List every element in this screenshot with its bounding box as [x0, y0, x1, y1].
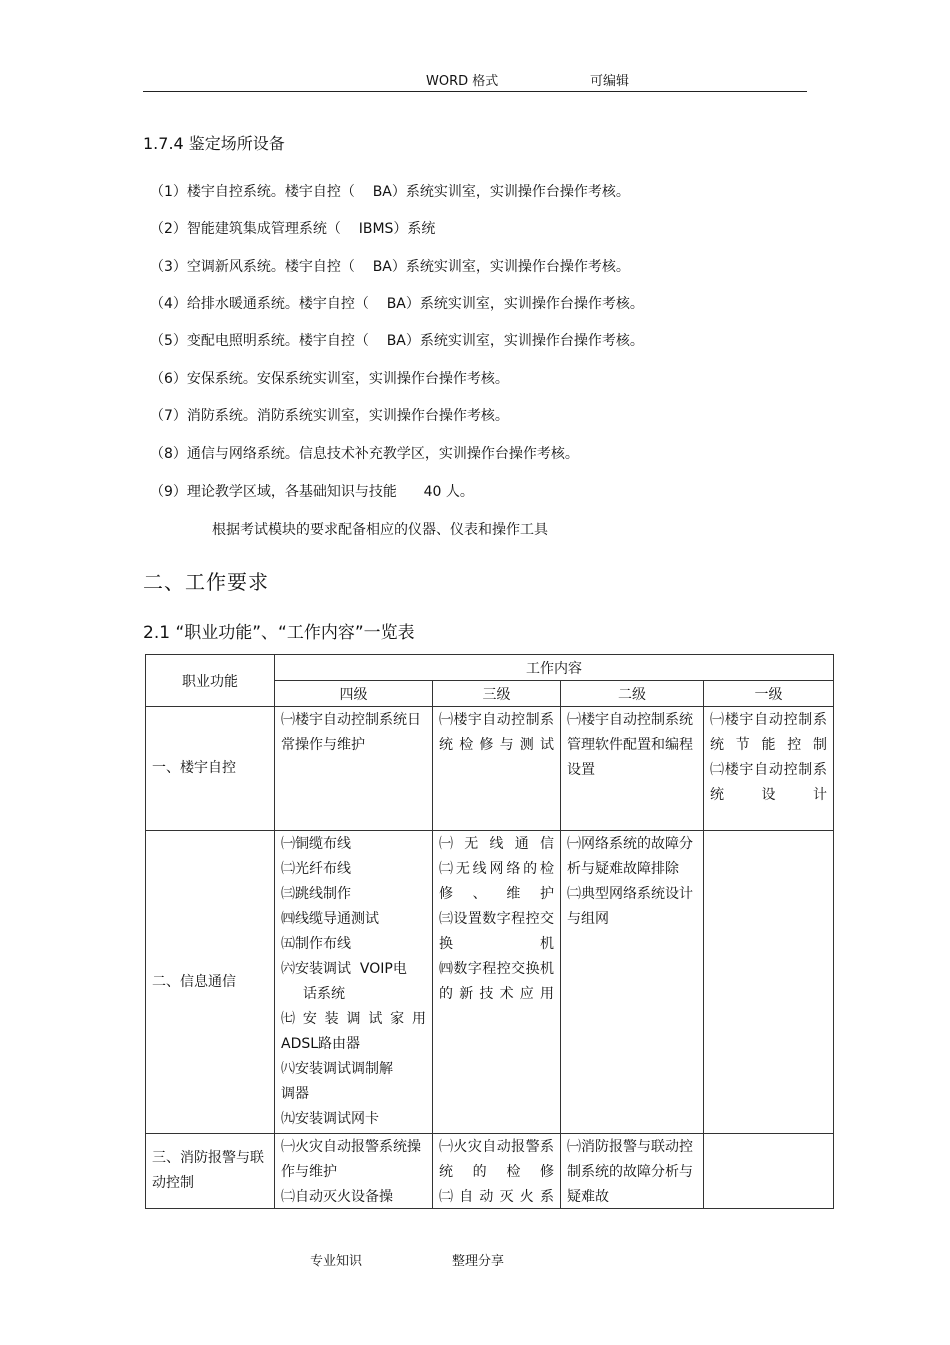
section-title-174: 1.7.4 鉴定场所设备: [143, 134, 285, 153]
equipment-item: （4）给排水暖通系统。楼宇自控（ BA）系统实训室，实训操作台操作考核。: [150, 296, 644, 312]
function-cell: 二、信息通信: [146, 831, 275, 1134]
footer-right-text: 整理分享: [452, 1254, 505, 1269]
content-item: ㈦安装调试家用: [281, 1011, 426, 1027]
content-item: ㈡光纤布线: [281, 861, 351, 877]
header-left-text: WORD 格式: [426, 74, 499, 89]
content-item: ADSL路由器: [281, 1036, 361, 1052]
content-item: 话系统: [303, 986, 345, 1002]
equipment-item: （1）楼宇自控系统。楼宇自控（ BA）系统实训室，实训操作台操作考核。: [150, 184, 630, 200]
content-item: ㈠铜缆布线: [281, 836, 351, 852]
content-item: ㈠无线通信: [439, 836, 554, 852]
content-item: ㈠网络系统的故障分析与疑难故障排除: [567, 836, 693, 877]
equipment-item: （3）空调新风系统。楼宇自控（ BA）系统实训室，实训操作台操作考核。: [150, 259, 630, 275]
content-cell-level-1: [704, 1134, 834, 1209]
equipment-item: （5）变配电照明系统。楼宇自控（ BA）系统实训室，实训操作台操作考核。: [150, 333, 644, 349]
content-item: ㈨安装调试网卡: [281, 1111, 379, 1127]
heading-work-requirements: 二、工作要求: [143, 570, 269, 594]
content-item: ㈡自动灭火系: [439, 1189, 554, 1205]
content-item: 调器: [281, 1086, 309, 1102]
content-item: ㈠楼宇自动控制系统检修与测试: [439, 712, 554, 753]
content-cell-level-4: [275, 1134, 433, 1209]
content-cell-level-2: [561, 1134, 704, 1209]
header-right-text: 可编辑: [590, 74, 630, 89]
heading-table-title: 2.1 “职业功能”、“工作内容”一览表: [143, 623, 415, 643]
content-cell-level-1: [704, 707, 834, 831]
content-item: ㈡自动灭火设备操: [281, 1189, 393, 1205]
col-header-level-4: 四级: [275, 681, 433, 707]
content-item: ㈠楼宇自动控制系统节能控制: [710, 712, 827, 753]
equipment-item: （8）通信与网络系统。信息技术补充教学区，实训操作台操作考核。: [150, 446, 579, 462]
content-cell-level-3: [433, 831, 561, 1134]
footer-left-text: 专业知识: [310, 1254, 363, 1269]
col-header-function: 职业功能: [146, 655, 275, 707]
equipment-item: （9）理论教学区域，各基础知识与技能 40 人。: [150, 484, 474, 500]
content-item: ㈡楼宇自动控制系统设计: [710, 762, 827, 803]
table-row: [146, 707, 834, 831]
function-content-table: [145, 654, 834, 1209]
content-item: ㈥安装调试 VOIP电: [281, 961, 407, 977]
content-cell-level-2: [561, 707, 704, 831]
content-item: ㈠楼宇自动控制系统管理软件配置和编程设置: [567, 712, 693, 778]
content-item: ㈡典型网络系统设计与组网: [567, 886, 693, 927]
function-cell: 一、楼宇自控: [146, 707, 275, 831]
equipment-note: 根据考试模块的要求配备相应的仪器、仪表和操作工具: [212, 522, 548, 538]
content-item: ㈠火灾自动报警系统操作与维护: [281, 1139, 421, 1180]
table-row: [146, 831, 834, 1134]
table-row: [146, 1134, 834, 1209]
col-header-level-1: 一级: [704, 681, 834, 707]
content-item: ㈢跳线制作: [281, 886, 351, 902]
content-item: ㈣数字程控交换机的新技术应用: [439, 961, 554, 1002]
content-item: ㈡无线网络的检修、维护: [439, 861, 554, 902]
content-cell-level-4: [275, 831, 433, 1134]
equipment-item: （2）智能建筑集成管理系统（ IBMS）系统: [150, 221, 436, 237]
content-item: ㈤制作布线: [281, 936, 351, 952]
equipment-item: （6）安保系统。安保系统实训室，实训操作台操作考核。: [150, 371, 509, 387]
content-item: ㈠消防报警与联动控制系统的故障分析与疑难故: [567, 1139, 693, 1205]
header-rule: [143, 91, 807, 92]
content-item: ㈢设置数字程控交换机: [439, 911, 554, 952]
content-cell-level-3: [433, 707, 561, 831]
content-cell-level-2: [561, 831, 704, 1134]
content-item: ㈧安装调试调制解: [281, 1061, 393, 1077]
col-header-level-3: 三级: [433, 681, 561, 707]
content-item: ㈠火灾自动报警系统的检修: [439, 1139, 554, 1180]
content-item: ㈣线缆导通测试: [281, 911, 379, 927]
content-cell-level-1: [704, 831, 834, 1134]
equipment-item: （7）消防系统。消防系统实训室，实训操作台操作考核。: [150, 408, 509, 424]
function-cell: 三、消防报警与联动控制: [146, 1134, 275, 1209]
col-header-content: 工作内容: [275, 655, 834, 681]
content-item: ㈠楼宇自动控制系统日常操作与维护: [281, 712, 421, 753]
content-cell-level-3: [433, 1134, 561, 1209]
content-cell-level-4: [275, 707, 433, 831]
col-header-level-2: 二级: [561, 681, 704, 707]
